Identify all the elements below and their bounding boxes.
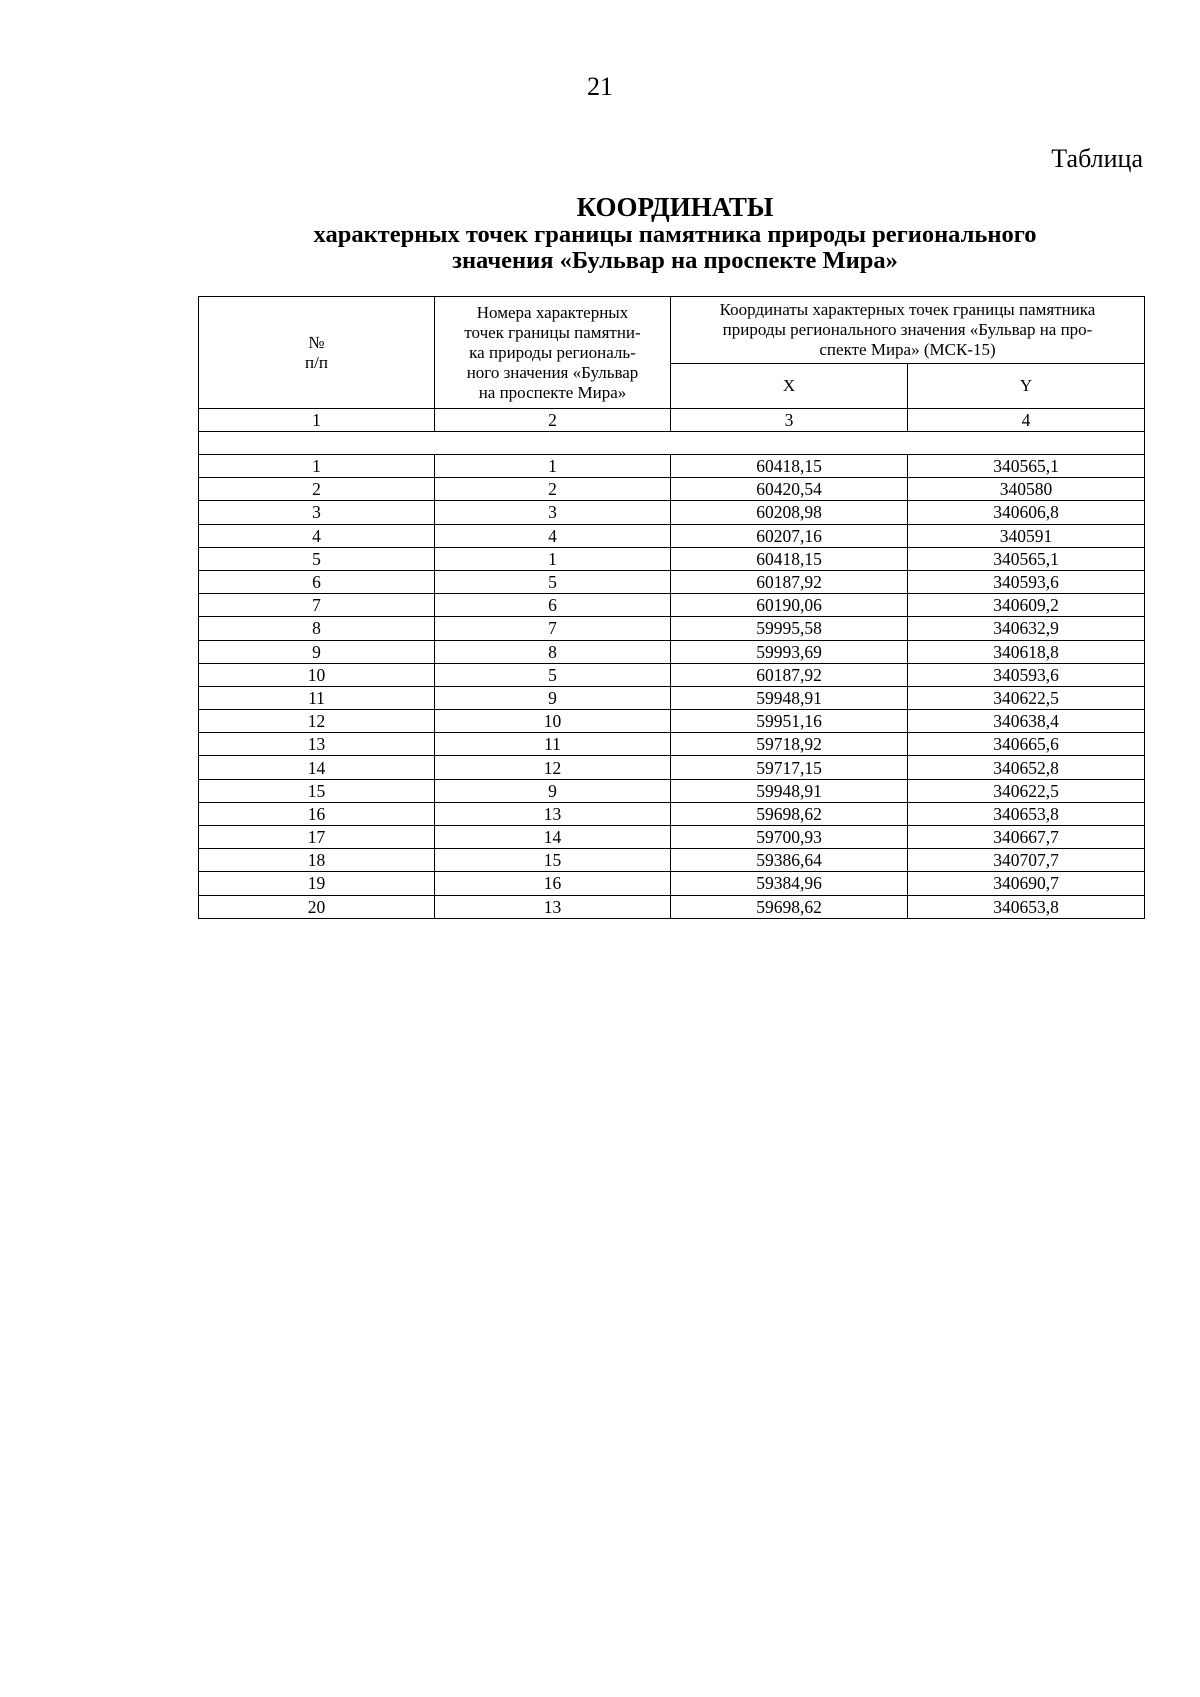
cell-point-number: 1	[435, 455, 671, 478]
cell-x: 59993,69	[671, 640, 908, 663]
cell-point-number: 10	[435, 710, 671, 733]
cell-row-number: 4	[199, 524, 435, 547]
cell-row-number: 14	[199, 756, 435, 779]
cell-y: 340653,8	[908, 802, 1145, 825]
cell-x: 59717,15	[671, 756, 908, 779]
header-number-line: п/п	[305, 352, 328, 372]
cell-x: 60418,15	[671, 455, 908, 478]
page-number: 21	[587, 72, 613, 101]
table-row	[199, 733, 1145, 756]
cell-y: 340565,1	[908, 547, 1145, 570]
title-main: КООРДИНАТЫ	[576, 192, 774, 222]
cell-y: 340632,9	[908, 617, 1145, 640]
cell-row-number: 9	[199, 640, 435, 663]
title-line-2: значения «Бульвар на проспекте Мира»	[452, 247, 898, 274]
cell-x: 60187,92	[671, 570, 908, 593]
table-title	[200, 192, 1150, 274]
cell-x: 60187,92	[671, 663, 908, 686]
table-row	[199, 640, 1145, 663]
cell-point-number: 11	[435, 733, 671, 756]
cell-point-number: 8	[435, 640, 671, 663]
cell-row-number: 6	[199, 570, 435, 593]
cell-row-number: 5	[199, 547, 435, 570]
cell-row-number: 16	[199, 802, 435, 825]
cell-point-number: 3	[435, 501, 671, 524]
table-row	[199, 849, 1145, 872]
cell-row-number: 17	[199, 826, 435, 849]
table-row	[199, 826, 1145, 849]
cell-y: 340690,7	[908, 872, 1145, 895]
header-point-numbers-line: Номера характерных	[476, 302, 629, 322]
cell-y: 340707,7	[908, 849, 1145, 872]
header-coordinates	[671, 297, 1145, 364]
cell-y: 340591	[908, 524, 1145, 547]
table-row	[199, 895, 1145, 918]
cell-row-number: 7	[199, 594, 435, 617]
table-row	[199, 547, 1145, 570]
header-x: X	[671, 364, 908, 409]
cell-point-number: 13	[435, 895, 671, 918]
header-point-numbers-line: ка природы региональ-	[469, 342, 636, 362]
cell-x: 60207,16	[671, 524, 908, 547]
cell-row-number: 13	[199, 733, 435, 756]
table-row	[199, 779, 1145, 802]
cell-y: 340606,8	[908, 501, 1145, 524]
table-row	[199, 524, 1145, 547]
header-point-numbers-line: точек границы памятни-	[464, 322, 641, 342]
header-coordinates-line: Координаты характерных точек границы памятника	[719, 300, 1096, 319]
cell-row-number: 12	[199, 710, 435, 733]
header-number-line: №	[308, 332, 325, 352]
cell-point-number: 16	[435, 872, 671, 895]
table-label: Таблица	[1051, 144, 1143, 173]
table-row	[199, 710, 1145, 733]
title-line-1: характерных точек границы памятника природы регионального	[313, 221, 1037, 248]
cell-x: 59718,92	[671, 733, 908, 756]
cell-x: 59948,91	[671, 686, 908, 709]
table-row	[199, 594, 1145, 617]
cell-row-number: 11	[199, 686, 435, 709]
cell-y: 340667,7	[908, 826, 1145, 849]
table-row	[199, 663, 1145, 686]
cell-row-number: 2	[199, 478, 435, 501]
cell-x: 60190,06	[671, 594, 908, 617]
cell-y: 340622,5	[908, 779, 1145, 802]
cell-point-number: 12	[435, 756, 671, 779]
cell-y: 340652,8	[908, 756, 1145, 779]
table-row	[199, 501, 1145, 524]
cell-y: 340565,1	[908, 455, 1145, 478]
header-coordinates-line: спекте Мира» (МСК-15)	[819, 340, 996, 359]
cell-row-number: 18	[199, 849, 435, 872]
header-number	[199, 297, 435, 409]
cell-x: 59995,58	[671, 617, 908, 640]
table-row	[199, 617, 1145, 640]
cell-x: 59948,91	[671, 779, 908, 802]
empty-cell	[199, 432, 1145, 455]
cell-row-number: 8	[199, 617, 435, 640]
header-point-numbers	[435, 297, 671, 409]
column-index-row	[199, 409, 1145, 432]
cell-y: 340638,4	[908, 710, 1145, 733]
table-row	[199, 570, 1145, 593]
cell-point-number: 4	[435, 524, 671, 547]
cell-y: 340622,5	[908, 686, 1145, 709]
cell-point-number: 2	[435, 478, 671, 501]
cell-row-number: 20	[199, 895, 435, 918]
header-point-numbers-line: ного значения «Бульвар	[466, 362, 639, 382]
cell-y: 340665,6	[908, 733, 1145, 756]
cell-point-number: 7	[435, 617, 671, 640]
cell-x: 59384,96	[671, 872, 908, 895]
cell-x: 60208,98	[671, 501, 908, 524]
table-row	[199, 872, 1145, 895]
cell-y: 340609,2	[908, 594, 1145, 617]
table-row	[199, 802, 1145, 825]
cell-x: 59386,64	[671, 849, 908, 872]
header-point-numbers-line: на проспекте Мира»	[478, 382, 627, 402]
cell-x: 59951,16	[671, 710, 908, 733]
cell-point-number: 9	[435, 686, 671, 709]
cell-x: 59700,93	[671, 826, 908, 849]
cell-row-number: 10	[199, 663, 435, 686]
cell-row-number: 15	[199, 779, 435, 802]
cell-y: 340580	[908, 478, 1145, 501]
cell-point-number: 13	[435, 802, 671, 825]
cell-point-number: 5	[435, 570, 671, 593]
cell-row-number: 1	[199, 455, 435, 478]
column-index: 2	[435, 409, 671, 432]
cell-point-number: 15	[435, 849, 671, 872]
cell-y: 340618,8	[908, 640, 1145, 663]
cell-y: 340653,8	[908, 895, 1145, 918]
column-index: 4	[908, 409, 1145, 432]
cell-point-number: 14	[435, 826, 671, 849]
cell-x: 59698,62	[671, 895, 908, 918]
cell-x: 59698,62	[671, 802, 908, 825]
cell-point-number: 1	[435, 547, 671, 570]
cell-x: 60418,15	[671, 547, 908, 570]
column-index: 3	[671, 409, 908, 432]
table-row	[199, 478, 1145, 501]
empty-row	[199, 432, 1145, 455]
table-row	[199, 756, 1145, 779]
cell-row-number: 3	[199, 501, 435, 524]
cell-point-number: 5	[435, 663, 671, 686]
cell-y: 340593,6	[908, 570, 1145, 593]
table-row	[199, 686, 1145, 709]
header-y: Y	[908, 364, 1145, 409]
cell-x: 60420,54	[671, 478, 908, 501]
table-row	[199, 455, 1145, 478]
coordinates-table	[198, 296, 1145, 919]
column-index: 1	[199, 409, 435, 432]
cell-row-number: 19	[199, 872, 435, 895]
cell-point-number: 6	[435, 594, 671, 617]
header-coordinates-line: природы регионального значения «Бульвар на про-	[722, 320, 1093, 339]
cell-point-number: 9	[435, 779, 671, 802]
cell-y: 340593,6	[908, 663, 1145, 686]
